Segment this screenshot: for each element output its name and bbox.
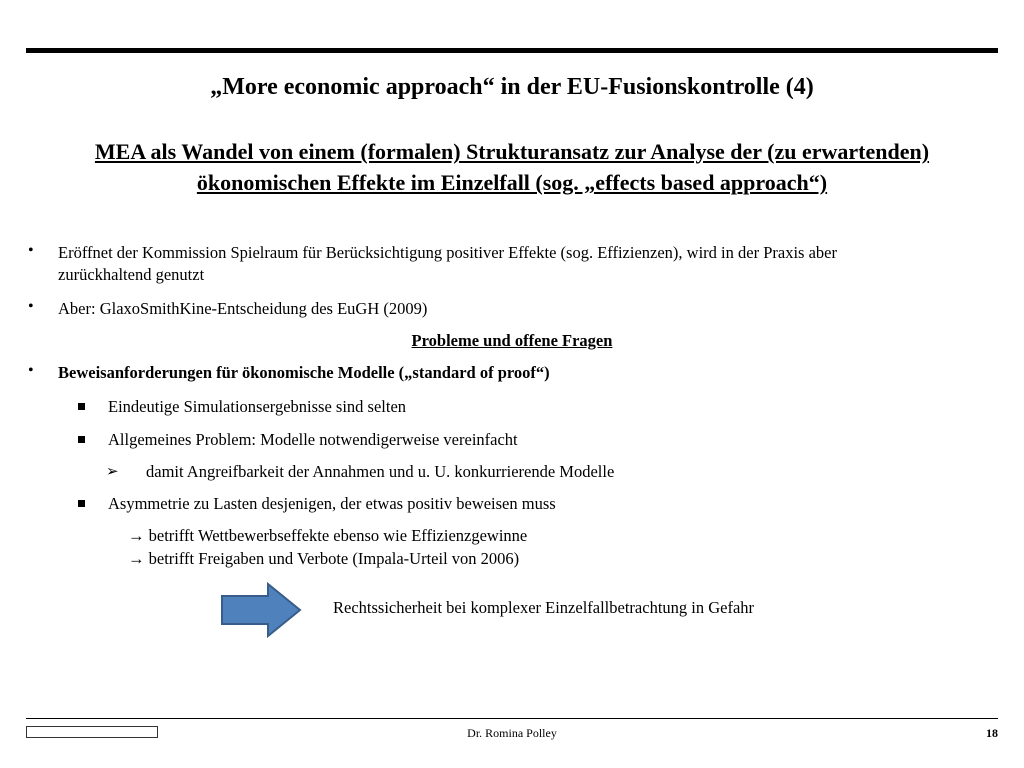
top-rule [26,48,998,53]
subtitle-line-2: ökonomischen Effekte im Einzelfall (sog. „effects based approach“) [196,170,828,195]
sub-item-2: Allgemeines Problem: Modelle notwendigerweise vereinfacht [108,430,518,449]
bullet-dot-icon: • [28,298,34,315]
sub-item-1: Eindeutige Simulationsergebnisse sind selten [108,397,407,416]
page-number: 18 [986,726,998,740]
right-arrow-icon [220,582,304,638]
bullet-dot-icon: • [28,242,34,259]
bottom-rule [26,718,998,719]
bullet-item-1-line-2: zurückhaltend genutzt [58,265,205,284]
square-bullet-icon [78,500,85,507]
square-bullet-icon [78,436,85,443]
bullet-item-3: Beweisanforderungen für ökonomische Modelle („standard of proof“) [58,363,550,382]
section-heading: Probleme und offene Fragen [411,331,613,350]
bullet-item-1-line-1: Eröffnet der Kommission Spielraum für Berücksichtigung positiver Effekte (sog. Effizienzen), wird in der Praxis aber [58,243,837,262]
implication-line-2: → betrifft Freigaben und Verbote (Impala-Urteil von 2006) [128,549,520,568]
sub-item-3: Asymmetrie zu Lasten desjenigen, der etwas positiv beweisen muss [108,494,556,513]
subtitle-line-1: MEA als Wandel von einem (formalen) Strukturansatz zur Analyse der (zu erwartenden) [94,139,930,164]
slide-subtitle [0,136,1024,198]
square-bullet-icon [78,403,85,410]
arrow-bullet-icon: ➢ [106,464,119,480]
bullet-dot-icon: • [28,362,34,379]
bullet-item-2: Aber: GlaxoSmithKine-Entscheidung des EuGH (2009) [58,299,428,318]
slide-title: „More economic approach“ in der EU-Fusionskontrolle (4) [210,74,814,100]
conclusion-text: Rechtssicherheit bei komplexer Einzelfallbetrachtung in Gefahr [333,598,755,617]
implication-line-1: → betrifft Wettbewerbseffekte ebenso wie Effizienzgewinne [128,526,528,545]
footer-author: Dr. Romina Polley [467,726,557,740]
bullet-item-1 [58,242,1008,286]
sub-sub-item-1: damit Angreifbarkeit der Annahmen und u. U. konkurrierende Modelle [146,462,615,481]
